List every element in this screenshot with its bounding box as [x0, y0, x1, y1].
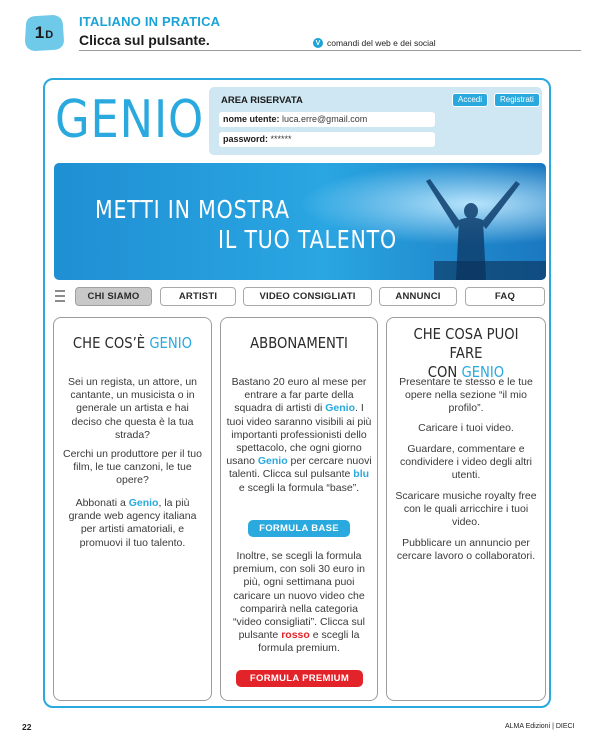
header-divider: [79, 50, 581, 51]
nav-chi-siamo[interactable]: CHI SIAMO: [75, 287, 152, 306]
feature-item: Caricare i tuoi video.: [418, 422, 514, 434]
username-field[interactable]: [219, 112, 435, 127]
site-logo[interactable]: GENIO: [55, 90, 205, 150]
nav-video-consigliati[interactable]: VIDEO CONSIGLIATI: [243, 287, 372, 306]
reserved-area-panel: [209, 87, 542, 155]
badge-number: 1: [34, 23, 45, 42]
exercise-title: Clicca sul pulsante.: [79, 32, 210, 48]
login-button[interactable]: Accedi: [452, 93, 488, 107]
topic-tag: [313, 38, 436, 48]
about-title-genio: GENIO: [149, 334, 193, 352]
features-title: CHE COSA PUOI FARE CON GENIO: [413, 325, 519, 381]
about-paragraph-2: Cerchi un produttore per il tuo film, le tue canzoni, le tue opere?: [63, 448, 202, 487]
username-value: luca.erre@gmail.com: [282, 114, 368, 124]
section-category: ITALIANO IN PRATICA: [79, 14, 221, 29]
page-number: 22: [22, 722, 32, 732]
banner-headline-line2: IL TUO TALENTO: [218, 225, 397, 254]
formula-premium-button[interactable]: FORMULA PREMIUM: [236, 670, 363, 687]
feature-item: Pubblicare un annuncio per cercare lavoro o collaboratori.: [396, 537, 536, 563]
subscriptions-paragraph-2: Inoltre, se scegli la formula premium, con soli 30 euro in più, ogni settimana puoi caricare un nuovo video che comparirà nella categoria “video consigliati”. Clicca sul pulsante rosso e scegli la formula premium.: [233, 550, 365, 655]
about-paragraph-3: Abbonati a Genio, la più grande web agency italiana per artisti amatoriali, e promuovi il tuo talento.: [68, 497, 197, 549]
badge-letter: D: [45, 28, 54, 41]
banner-headline-line1: METTI IN MOSTRA: [95, 195, 290, 224]
nav-faq[interactable]: FAQ: [465, 287, 545, 306]
register-button[interactable]: Registrati: [494, 93, 540, 107]
feature-item: Guardare, commentare e condividere i video degli altri utenti.: [400, 443, 532, 482]
reserved-area-title: AREA RISERVATA: [221, 95, 303, 106]
about-paragraph-1: Sei un regista, un attore, un cantante, un musicista o in generale un artista e hai deciso che questa è la tua strada?: [68, 376, 197, 441]
vocabulary-icon: V: [313, 38, 323, 48]
nav-annunci[interactable]: ANNUNCI: [379, 287, 457, 306]
formula-base-button[interactable]: FORMULA BASE: [248, 520, 350, 537]
about-title: CHE COS’È GENIO: [72, 334, 193, 352]
feature-item: Presentare te stesso e le tue opere nella sezione “il mio profilo”.: [399, 376, 533, 415]
publisher-credit: ALMA Edizioni | DIECI: [505, 723, 575, 730]
password-value: ******: [270, 134, 292, 144]
subscriptions-paragraph-1: Bastano 20 euro al mese per entrare a far parte della squadra di artisti di Genio. I tuoi video saranno visibili ai più importanti professionisti dello spettacolo, che ogni giorno usano Genio per cercare nuovi talenti. Clicca sul pulsante blu e scegli la formula “base”.: [226, 376, 372, 494]
password-field[interactable]: [219, 132, 435, 147]
feature-item: Scaricare musiche royalty free con le quali arricchire i tuoi video.: [395, 490, 537, 529]
subscriptions-title: ABBONAMENTI: [250, 334, 348, 352]
topic-tag-label: comandi del web e dei social: [327, 38, 436, 48]
unit-badge: [23, 14, 65, 52]
password-label: password:: [223, 134, 269, 144]
username-label: nome utente:: [223, 114, 280, 124]
nav-artisti[interactable]: ARTISTI: [160, 287, 236, 306]
hamburger-menu-icon[interactable]: [55, 290, 65, 303]
